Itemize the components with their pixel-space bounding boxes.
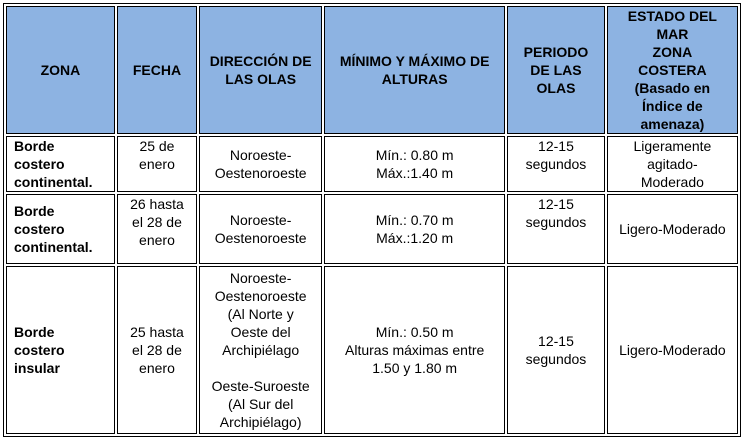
direccion-cell: Noroeste- Oestenoroeste: [199, 194, 322, 264]
zona-cell: Borde costero insular: [6, 266, 115, 434]
header-periodo: PERIODO DE LAS OLAS: [507, 6, 605, 134]
header-alturas: MÍNIMO Y MÁXIMO DE ALTURAS: [324, 6, 505, 134]
fecha-cell: 25 hasta el 28 de enero: [117, 266, 197, 434]
fecha-cell: 25 de enero: [117, 136, 197, 192]
periodo-cell: 12-15 segundos: [507, 136, 605, 192]
zona-cell: Borde costero continental.: [6, 136, 115, 192]
periodo-cell: 12-15 segundos: [507, 266, 605, 434]
estado-cell: Ligeramente agitado- Moderado: [607, 136, 738, 192]
fecha-cell: 26 hasta el 28 de enero: [117, 194, 197, 264]
header-zona: ZONA: [6, 6, 115, 134]
header-estado: ESTADO DEL MAR ZONA COSTERA (Basado en Índice de amenaza): [607, 6, 738, 134]
direccion-cell: Noroeste- Oestenoroeste: [199, 136, 322, 192]
header-direccion: DIRECCIÓN DE LAS OLAS: [199, 6, 322, 134]
table-row: [6, 136, 738, 192]
wave-forecast-table: [3, 3, 741, 437]
alturas-cell: Mín.: 0.50 m Alturas máximas entre 1.50 y 1.80 m: [324, 266, 505, 434]
alturas-cell: Mín.: 0.80 m Máx.:1.40 m: [324, 136, 505, 192]
alturas-cell: Mín.: 0.70 m Máx.:1.20 m: [324, 194, 505, 264]
direccion-cell: Noroeste- Oestenoroeste (Al Norte y Oeste del Archipiélago Oeste-Suroeste (Al Sur del Archipiélago): [199, 266, 322, 434]
estado-cell: Ligero-Moderado: [607, 266, 738, 434]
estado-cell: Ligero-Moderado: [607, 194, 738, 264]
zona-cell: Borde costero continental.: [6, 194, 115, 264]
table-row: [6, 266, 738, 434]
header-row: [6, 6, 738, 134]
spacer: [202, 359, 319, 377]
periodo-cell: 12-15 segundos: [507, 194, 605, 264]
table-row: [6, 194, 738, 264]
header-fecha: FECHA: [117, 6, 197, 134]
